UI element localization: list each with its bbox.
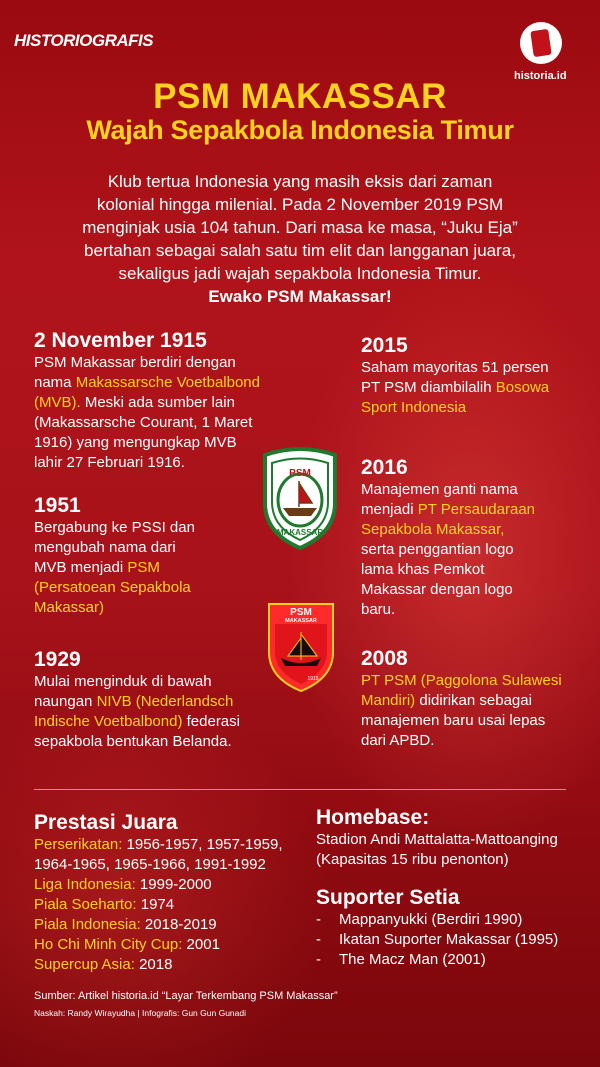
event-1929 <box>34 648 279 752</box>
event-text <box>361 480 600 620</box>
prestasi-value: 2018 <box>134 956 173 973</box>
prestasi-value: 2001 <box>182 936 220 953</box>
event-line: 1916) yang mengungkap MVB <box>34 434 237 451</box>
event-year: 1951 <box>34 494 81 517</box>
psm-new-crest-icon <box>261 598 341 693</box>
event-line: (Persatoean Sepakbola <box>34 579 191 596</box>
bullet-dash: - <box>316 911 321 928</box>
prestasi-section <box>34 811 283 975</box>
page-title: PSM MAKASSAR <box>153 77 447 116</box>
prestasi-label: Piala Indonesia: <box>34 916 141 933</box>
suporter-item <box>316 910 558 930</box>
prestasi-value: 1956-1957, 1957-1959, <box>122 836 283 853</box>
homebase-heading: Homebase: <box>316 806 430 829</box>
crest-old-bottom-text: MAKASSAR <box>276 528 324 537</box>
intro-line: bertahan sebagai salah satu tim elit dan langganan juara, <box>84 241 516 260</box>
event-line: Makassar) <box>34 599 105 616</box>
prestasi-row <box>34 935 283 955</box>
text-span: menjadi <box>361 501 418 518</box>
event-line: Makassar dengan logo <box>361 581 513 598</box>
credit-note: Naskah: Randy Wirayudha | Infografis: Gun Gun Gunadi <box>34 1008 246 1018</box>
event-year: 2016 <box>361 456 408 479</box>
historia-logo-icon <box>520 22 562 64</box>
text-span: federasi <box>182 713 240 730</box>
event-line: Manajemen ganti nama <box>361 481 518 498</box>
event-line <box>361 378 600 398</box>
highlight-text: PSM <box>127 559 160 576</box>
crest-new-top-text: PSM <box>290 607 312 618</box>
event-line: mengubah nama dari <box>34 539 176 556</box>
event-line: Saham mayoritas 51 persen <box>361 359 549 376</box>
event-text <box>34 353 279 473</box>
prestasi-label: Ho Chi Minh City Cup: <box>34 936 183 953</box>
event-2008 <box>361 647 600 751</box>
prestasi-row <box>34 895 283 915</box>
suporter-item <box>316 950 558 970</box>
homebase-line: Stadion Andi Mattalatta-Mattoanging <box>316 831 558 848</box>
prestasi-label: Liga Indonesia: <box>34 876 136 893</box>
homebase-line: (Kapasitas 15 ribu penonton) <box>316 851 509 868</box>
text-span: nama <box>34 374 76 391</box>
event-line <box>361 500 600 520</box>
event-line: PSM Makassar berdiri dengan <box>34 354 236 371</box>
bullet-dash: - <box>316 951 321 968</box>
event-line: serta penggantian logo <box>361 541 514 558</box>
event-line: manajemen baru usai lepas <box>361 712 546 729</box>
highlight-text: NIVB (Nederlandsch <box>96 693 234 710</box>
prestasi-label: Supercup Asia: <box>34 956 135 973</box>
suporter-section <box>316 886 558 970</box>
event-2015 <box>361 334 600 418</box>
event-line: Sport Indonesia <box>361 399 467 416</box>
event-line <box>361 691 600 711</box>
prestasi-row <box>34 915 283 935</box>
homebase-section <box>316 806 558 870</box>
intro-line: Klub tertua Indonesia yang masih eksis dari zaman <box>107 172 493 191</box>
suporter-name: Mappanyukki (Berdiri 1990) <box>339 911 523 928</box>
event-year: 2 November 1915 <box>34 329 207 352</box>
source-note: Sumber: Artikel historia.id “Layar Terkembang PSM Makassar” <box>34 990 338 1002</box>
prestasi-row <box>34 875 283 895</box>
event-1951 <box>34 494 279 618</box>
crest-new-sub-text: MAKASSAR <box>285 618 317 624</box>
psm-old-crest-icon <box>259 445 341 550</box>
prestasi-value: 1999-2000 <box>135 876 212 893</box>
intro-line: kolonial hingga milenial. Pada 2 November 2019 PSM <box>96 195 504 214</box>
event-line: Bergabung ke PSSI dan <box>34 519 195 536</box>
text-span: Meski ada sumber lain <box>80 394 235 411</box>
highlight-text: Mandiri) <box>361 692 416 709</box>
event-line: Sepakbola Makassar, <box>361 521 505 538</box>
historiografis-brand: HISTORIOGRAFIS <box>14 31 154 50</box>
suporter-item <box>316 930 558 950</box>
event-line: sepakbola bentukan Belanda. <box>34 733 232 750</box>
highlight-text: Makassarsche Voetbalbond <box>75 374 260 391</box>
intro-line: menginjak usia 104 tahun. Dari masa ke masa, “Juku Eja” <box>82 218 518 237</box>
event-line <box>34 712 279 732</box>
event-line <box>34 692 279 712</box>
event-line: (Makassarsche Courant, 1 Maret <box>34 414 253 431</box>
event-line: baru. <box>361 601 396 618</box>
prestasi-value: 2018-2019 <box>140 916 217 933</box>
text-span: PT PSM diambilalih <box>361 379 496 396</box>
prestasi-row <box>34 835 283 855</box>
prestasi-row: 1964-1965, 1965-1966, 1991-1992 <box>34 856 266 873</box>
historia-logo-text: historia.id <box>514 70 567 82</box>
highlight-text: Indische Voetbalbond) <box>34 713 183 730</box>
event-text <box>361 671 600 751</box>
event-year: 2008 <box>361 647 408 670</box>
suporter-heading: Suporter Setia <box>316 886 460 909</box>
event-line <box>34 558 279 578</box>
event-year: 1929 <box>34 648 81 671</box>
prestasi-value: 1974 <box>136 896 175 913</box>
event-text <box>34 518 279 618</box>
event-text <box>34 672 279 752</box>
prestasi-label: Piala Soeharto: <box>34 896 137 913</box>
event-line: dari APBD. <box>361 732 435 749</box>
section-divider <box>34 789 566 790</box>
event-2016 <box>361 456 600 620</box>
event-line: lahir 27 Februari 1916. <box>34 454 185 471</box>
intro-line: sekaligus jadi wajah sepakbola Indonesia Timur. <box>118 264 482 283</box>
highlight-text: (MVB). <box>34 394 81 411</box>
event-line <box>34 373 279 393</box>
text-span: naungan <box>34 693 97 710</box>
highlight-text: PT Persaudaraan <box>417 501 536 518</box>
event-line: PT PSM (Paggolona Sulawesi <box>361 672 562 689</box>
prestasi-heading: Prestasi Juara <box>34 811 178 834</box>
event-1915 <box>34 329 279 473</box>
intro-cheer: Ewako PSM Makassar! <box>208 287 392 306</box>
crest-new-year-text: 1915 <box>307 676 319 682</box>
crest-old-top-text: PSM <box>289 468 311 479</box>
suporter-name: The Macz Man (2001) <box>339 951 486 968</box>
bullet-dash: - <box>316 931 321 948</box>
event-line <box>34 393 279 413</box>
event-text <box>361 358 600 418</box>
text-span: didirikan sebagai <box>415 692 532 709</box>
event-line: Mulai menginduk di bawah <box>34 673 212 690</box>
suporter-name: Ikatan Suporter Makassar (1995) <box>339 931 559 948</box>
prestasi-row <box>34 955 283 975</box>
intro-paragraph <box>0 170 600 308</box>
prestasi-label: Perserikatan: <box>34 836 123 853</box>
text-span: MVB menjadi <box>34 559 128 576</box>
highlight-text: Bosowa <box>495 379 550 396</box>
event-line: lama khas Pemkot <box>361 561 485 578</box>
page-subtitle: Wajah Sepakbola Indonesia Timur <box>86 115 514 145</box>
event-year: 2015 <box>361 334 408 357</box>
